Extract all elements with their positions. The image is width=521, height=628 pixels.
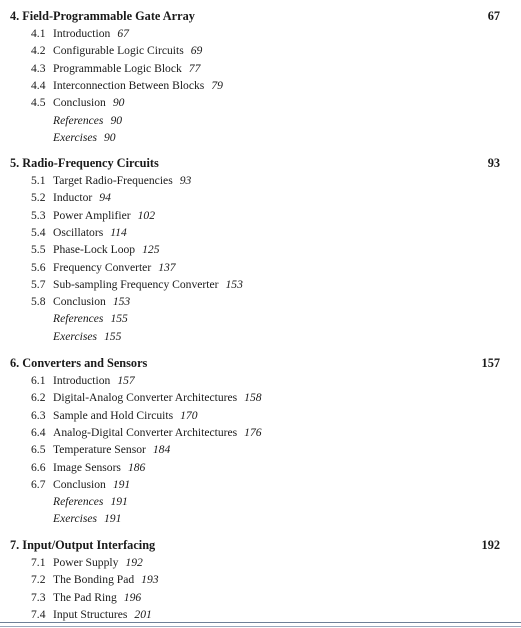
section-number: 6.3 [31,408,46,422]
extra-page-number: 90 [110,113,123,127]
chapter-page-number: 93 [487,156,500,170]
section-page-number: 153 [225,277,243,291]
section-page-number: 67 [117,27,129,40]
section-page-number: 77 [188,61,201,75]
section-title: Phase-Lock Loop [53,243,136,257]
section-page-number: 90 [112,96,125,110]
section-title: The Bonding Pad [53,573,135,587]
section-number: 6.1 [31,374,46,387]
section-number: 5.7 [31,277,46,291]
section-page-number: 191 [112,477,131,491]
section-number: 5.8 [31,295,46,309]
chapter-heading [10,155,500,171]
section-title: Introduction [53,27,111,40]
toc-entry[interactable] [31,373,135,389]
chapter-title: 4. Field-Programmable Gate Array [10,9,195,23]
section-title: Sub-sampling Frequency Converter [53,277,219,291]
chapter-page-number: 67 [487,9,500,23]
toc-entry[interactable] [31,477,130,493]
bottom-rule-shadow [0,626,521,627]
toc-entry[interactable] [31,173,191,189]
chapter-heading [10,355,500,371]
toc-entry[interactable] [31,208,155,224]
section-title: Conclusion [53,295,106,309]
toc-entry[interactable] [31,43,202,59]
section-number: 5.2 [31,191,46,205]
toc-entry[interactable] [31,190,111,206]
section-page-number: 69 [190,44,203,58]
section-page-number: 102 [137,208,155,222]
toc-entry[interactable] [31,294,130,310]
section-page-number: 184 [152,443,171,457]
section-title: Input Structures [53,607,128,621]
toc-entry[interactable] [31,590,141,606]
extra-title: References [53,495,104,509]
section-number: 6.7 [31,477,46,491]
section-number: 4.3 [31,61,46,75]
toc-entry[interactable] [31,425,262,441]
section-page-number: 114 [110,225,127,239]
chapter-page-number: 192 [481,538,500,552]
section-title: Interconnection Between Blocks [53,78,205,92]
section-page-number: 157 [117,374,135,387]
section-number: 7.3 [31,590,46,604]
chapter-title: 5. Radio-Frequency Circuits [10,156,159,170]
toc-entry[interactable] [31,442,170,458]
section-page-number: 170 [180,408,198,422]
toc-entry[interactable] [31,572,159,588]
toc-extra-entry[interactable] [53,130,116,146]
section-title: Introduction [53,374,111,387]
toc-extra-entry[interactable] [53,311,128,327]
section-title: Inductor [53,191,93,205]
section-number: 5.5 [31,243,46,257]
section-page-number: 79 [211,78,223,92]
toc-extra-entry[interactable] [53,113,122,129]
section-title: Programmable Logic Block [53,61,182,75]
section-title: Target Radio-Frequencies [53,174,173,187]
toc-extra-entry[interactable] [53,511,121,527]
section-title: Conclusion [53,477,106,491]
chapter-heading [10,8,500,24]
toc-entry[interactable] [31,607,152,623]
extra-title: Exercises [53,512,97,526]
section-page-number: 94 [99,191,111,205]
section-number: 5.6 [31,260,46,274]
section-page-number: 196 [123,590,142,604]
toc-extra-entry[interactable] [53,494,128,510]
section-number: 4.2 [31,44,46,58]
section-title: Configurable Logic Circuits [53,44,184,58]
section-title: Power Amplifier [53,208,131,222]
section-number: 7.2 [31,573,46,587]
section-title: Frequency Converter [53,260,152,274]
toc-entry[interactable] [31,390,262,406]
section-number: 4.1 [31,27,46,40]
section-page-number: 186 [127,460,146,474]
toc-entry[interactable] [31,460,145,476]
extra-page-number: 155 [104,329,122,343]
section-number: 5.4 [31,225,46,239]
toc-entry[interactable] [31,225,127,241]
toc-entry[interactable] [31,242,160,258]
chapter-title: 7. Input/Output Interfacing [10,538,156,552]
section-title: Digital-Analog Converter Architectures [53,391,238,405]
section-page-number: 158 [244,391,262,405]
toc-entry[interactable] [31,95,124,111]
section-page-number: 193 [141,573,159,587]
chapter-title: 6. Converters and Sensors [10,356,148,370]
section-title: Power Supply [53,556,119,569]
section-number: 4.4 [31,78,46,92]
toc-entry[interactable] [31,260,176,276]
toc-entry[interactable] [31,408,198,424]
section-page-number: 153 [112,295,131,309]
extra-page-number: 155 [110,312,128,326]
extra-title: Exercises [53,130,97,144]
extra-title: Exercises [53,329,97,343]
section-title: The Pad Ring [53,590,117,604]
section-title: Conclusion [53,96,106,110]
section-page-number: 192 [125,556,143,569]
section-number: 5.3 [31,208,46,222]
section-number: 7.1 [31,556,46,569]
section-page-number: 125 [142,243,160,257]
extra-page-number: 90 [104,130,116,144]
bottom-rule [0,622,521,623]
chapter-page-number: 157 [481,356,500,370]
toc-entry[interactable] [31,555,143,571]
section-title: Analog-Digital Converter Architectures [53,425,238,439]
section-page-number: 93 [179,174,192,187]
section-title: Sample and Hold Circuits [53,408,174,422]
section-page-number: 137 [158,260,176,274]
chapter-heading [10,537,500,553]
section-number: 5.1 [31,174,46,187]
section-page-number: 176 [244,425,262,439]
toc-entry[interactable] [31,61,200,77]
extra-title: References [53,312,104,326]
section-number: 6.2 [31,391,46,405]
toc-entry[interactable] [31,78,223,94]
extra-page-number: 191 [110,495,128,509]
section-number: 7.4 [31,607,46,621]
section-number: 6.5 [31,443,46,457]
toc-extra-entry[interactable] [53,329,121,345]
extra-page-number: 191 [104,512,122,526]
extra-title: References [53,113,104,127]
section-number: 6.6 [31,460,46,474]
section-title: Temperature Sensor [53,443,146,457]
section-page-number: 201 [134,607,152,621]
section-number: 6.4 [31,425,46,439]
section-title: Oscillators [53,225,104,239]
toc-entry[interactable] [31,277,243,293]
toc-entry[interactable] [31,26,129,42]
section-number: 4.5 [31,96,46,110]
section-title: Image Sensors [53,460,121,474]
